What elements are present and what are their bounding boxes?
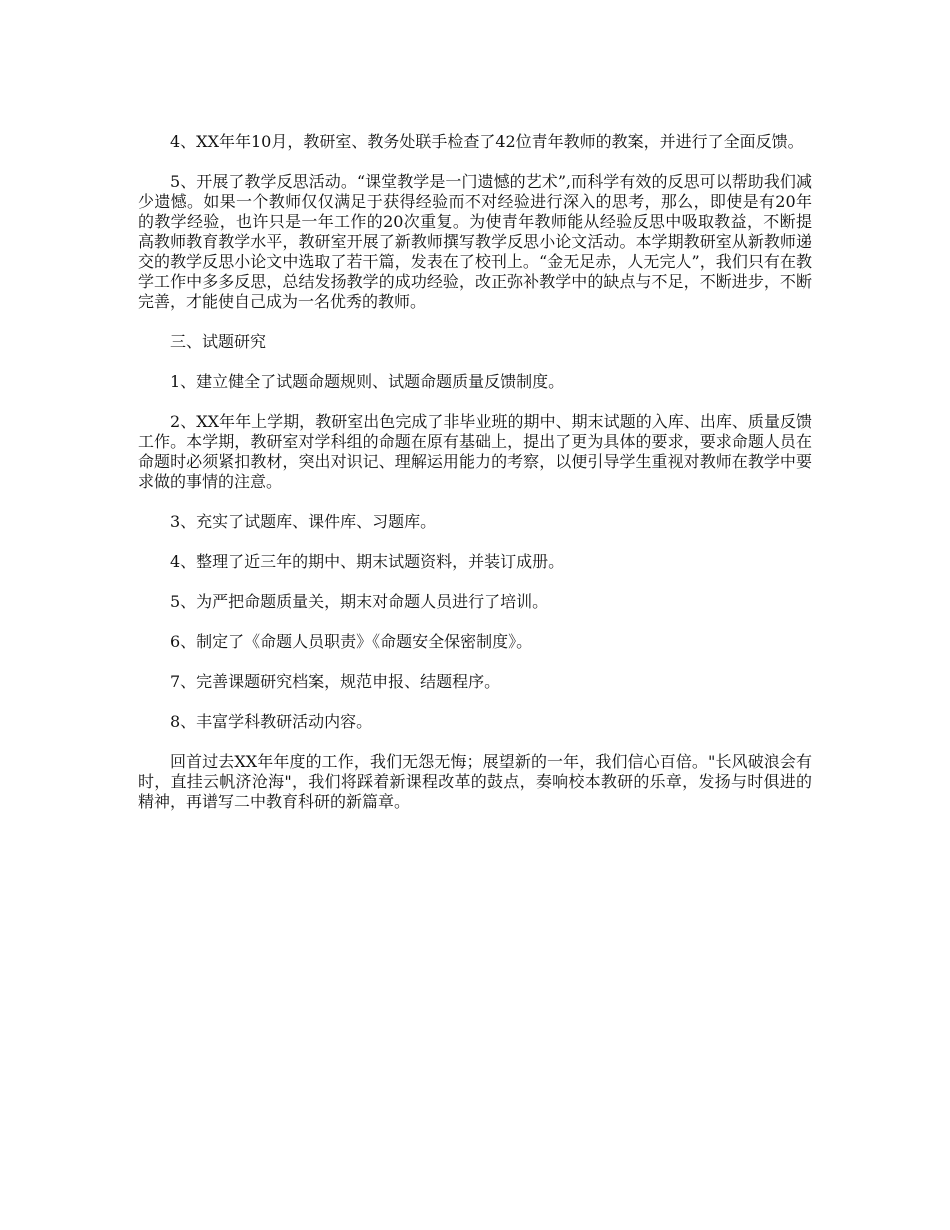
paragraph-item-8: 8、丰富学科教研活动内容。: [170, 712, 373, 731]
paragraph-item-2: 2、XX年年上学期，教研室出色完成了非毕业班的期中、期末试题的入库、出库、质量反馈工作。本学期，教研室对学科组的命题在原有基础上，提出了更为具体的要求，要求命题人员在命题时必须紧扣教材，突出对识记、理解运用能力的考察，以便引导学生重视对教师在教学中要求做的事情的注意。: [138, 412, 812, 491]
paragraph-item-6: 6、制定了《命题人员职责》《命题安全保密制度》。: [170, 632, 533, 651]
paragraph-item-4: 4、整理了近三年的期中、期末试题资料，并装订成册。: [170, 552, 565, 571]
paragraph-conclusion: 回首过去XX年年度的工作，我们无怨无悔；展望新的一年，我们信心百倍。"长风破浪会有时，直挂云帆济沧海"，我们将踩着新课程改革的鼓点，奏响校本教研的乐章，发扬与时俱进的精神，再谱写二中教育科研的新篇章。: [138, 752, 812, 811]
paragraph-item-7: 7、完善课题研究档案，规范申报、结题程序。: [170, 672, 501, 691]
paragraph-item-1: 1、建立健全了试题命题规则、试题命题质量反馈制度。: [170, 372, 565, 391]
paragraph-item-3: 3、充实了试题库、课件库、习题库。: [170, 512, 437, 531]
paragraph-teaching-reflection: 5、开展了教学反思活动。“课堂教学是一门遗憾的艺术”,而科学有效的反思可以帮助我们减少遗憾。如果一个教师仅仅满足于获得经验而不对经验进行深入的思考，那么，即使是有20年的教学经验，也许只是一年工作的20次重复。为使青年教师能从经验反思中吸取教益，不断提高教师教育教学水平，教研室开展了新教师撰写教学反思小论文活动。本学期教研室从新教师递交的教学反思小论文中选取了若干篇，发表在了校刊上。“金无足赤，人无完人”，我们只有在教学工作中多多反思，总结发扬教学的成功经验，改正弥补教学中的缺点与不足，不断进步，不断完善，才能使自己成为一名优秀的教师。: [138, 172, 812, 311]
paragraph-item-5: 5、为严把命题质量关，期末对命题人员进行了培训。: [170, 592, 549, 611]
paragraph-lesson-plan-check: 4、XX年年10月，教研室、教务处联手检查了42位青年教师的教案，并进行了全面反馈。: [170, 132, 804, 151]
section-heading-exam-research: 三、试题研究: [170, 332, 267, 351]
document-body: [138, 132, 812, 812]
